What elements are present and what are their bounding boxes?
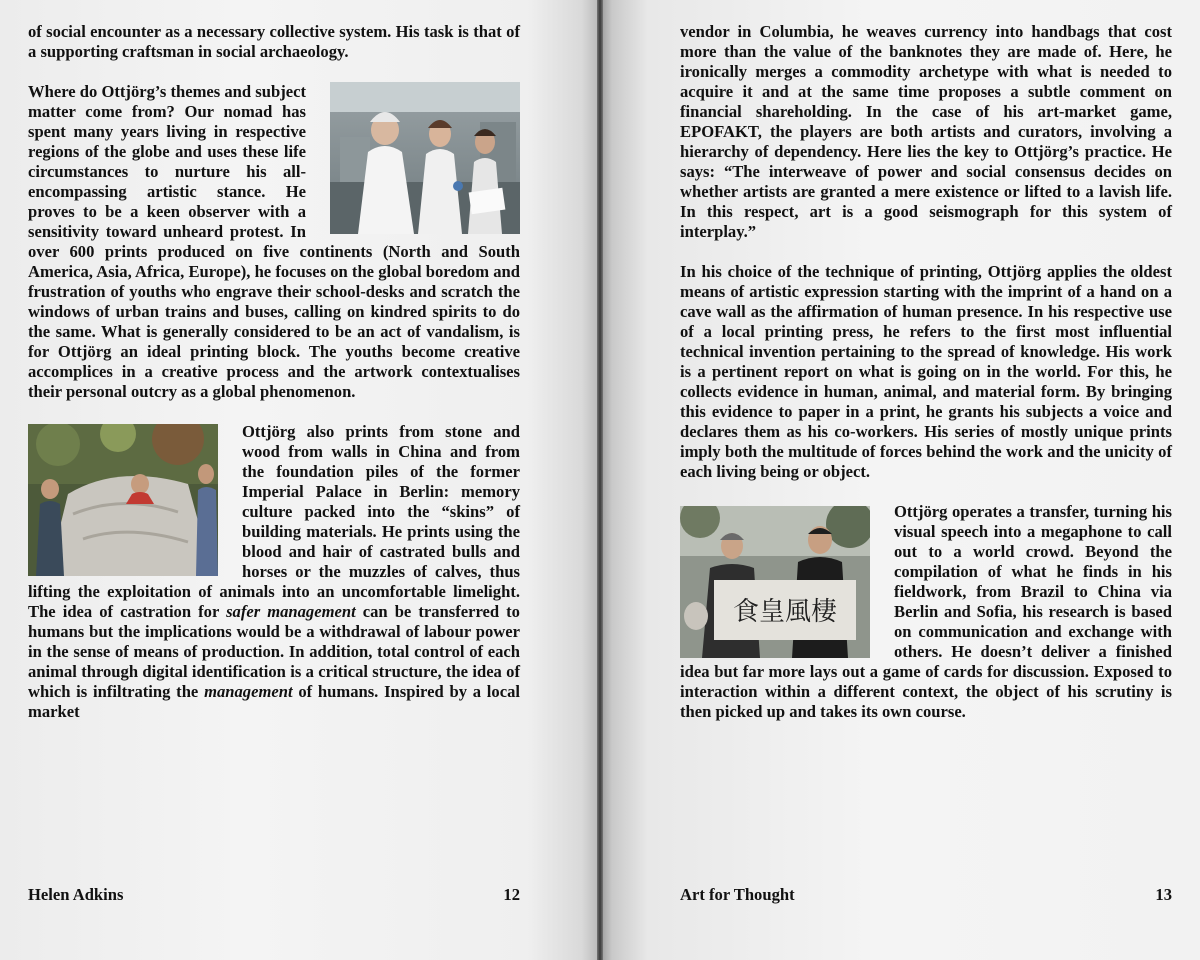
- page-number-right: 13: [1155, 885, 1172, 904]
- right-page: [600, 0, 1200, 960]
- left-paragraph-3: Ottjörg also prints from stone and wood from walls in China and from the foundation piles of the former Imperial Palace in Berlin: memory culture packed into the “skins” of building materials. He prints using the blood and hair of castrated bulls and horses or the muzzles of calves, thus lifting the exploitation of animals into an uncomfortable limelight. The idea of castration for safer management can be transferred to humans but the implications would be a withdrawal of labour power in the sense of means of production. In addition, total control of each animal through digital identification is a critical structure, the idea of which is infiltrating the management of humans. Inspired by a local market: [28, 422, 520, 721]
- right-text-column: [680, 22, 1172, 742]
- photo-lab-scientists: [330, 82, 520, 234]
- left-paragraph-2: Where do Ottjörg’s themes and subject matter come from? Our nomad has spent many years living in respective regions of the globe and uses these life circumstances to nurture his all-encompassing artistic stance. He proves to be a keen observer with a sensitivity toward unheard protest. In over 600 prints produced on five continents (North and South America, Asia, Africa, Europe), he focuses on the global boredom and frustration of youths who engrave their school-desks and scratch the windows of urban trains and buses, calling on kindred spirits to do the same. What is generally considered to be an act of vandalism, is for Ottjörg an ideal printing block. The youths become creative accomplices in a creative process and the artwork contextualises their personal outcry as a global phenomenon.: [28, 82, 520, 401]
- footer-author: Helen Adkins: [28, 885, 124, 904]
- left-footer: [28, 885, 520, 905]
- right-paragraph-1: vendor in Columbia, he weaves currency into handbags that cost more than the value of the banknotes they are made of. Here, he ironically merges a commodity archetype with what is needed to acquire it and at the same time proposes a subtle comment on financial shareholding. In the case of his art-market game, EPOFAKT, the players are both artists and curators, involving a hierarchy of dependency. Here lies the key to Ottjörg’s practice. He says: “The interweave of power and social consensus decides on whether artists are granted a mere existence or lifted to a lavish life. In this respect, art is a good seismograph for this system of interplay.”: [680, 22, 1172, 241]
- print-characters: 食皇風棲: [732, 597, 838, 627]
- footer-book-title: Art for Thought: [680, 885, 795, 904]
- page-number-left: 12: [503, 885, 520, 904]
- right-footer: [680, 885, 1172, 905]
- left-text-column: [28, 22, 520, 742]
- right-paragraph-2: In his choice of the technique of printing, Ottjörg applies the oldest means of artistic expression starting with the imprint of a hand on a cave wall as the affirmation of human presence. In his respective use of a local printing press, he refers to the first most influential technical invention pertaining to the spread of knowledge. His work is a pertinent report on what is going on in the world. For this, he collects evidence in human, animal, and material form. By bringing this evidence to paper in a print, he grants his subjects a voice and declares them as his co-workers. His series of mostly unique prints imply both the multitude of forces behind the work and the unicity of each living being or object.: [680, 262, 1172, 481]
- right-paragraph-3: Ottjörg operates a transfer, turning his visual speech into a megaphone to call out to a world crowd. Beyond the compilation of what he finds in his fieldwork, from Brazil to China via Berlin and Sofia, his research is based on communication and exchange with others. He doesn’t deliver a finished idea but far more lays out a game of cards for discussion. Exposed to interaction within a different context, the object of his scrutiny is then picked up and takes its own course.: [680, 502, 1172, 721]
- book-spine: [597, 0, 603, 960]
- photo-rock-print: [28, 424, 218, 576]
- left-paragraph-1: of social encounter as a necessary collective system. His task is that of a supporting craftsman in social archaeology.: [28, 22, 520, 61]
- photo-calligraphy-print: [680, 506, 870, 658]
